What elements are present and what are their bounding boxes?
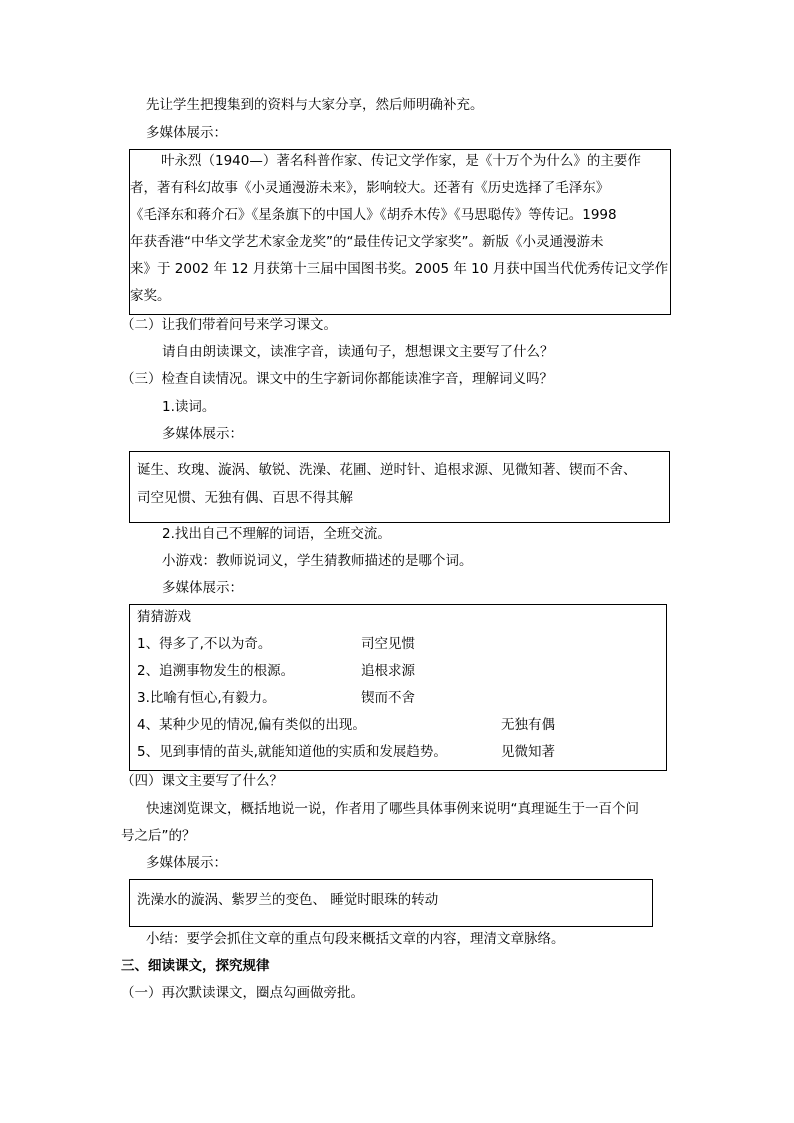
intro-paragraph: 先让学生把搜集到的资料与大家分享，然后师明确补充。 bbox=[146, 97, 484, 113]
part-3-sub-1: （一）再次默读课文，圈点勾画做旁批。 bbox=[121, 985, 364, 1001]
bio-line: 《毛泽东和蒋介石》《星条旗下的中国人》《胡乔木传》《马思聪传》等传记。1998 bbox=[130, 207, 617, 223]
section-4-body: 快速浏览课文，概括地说一说，作者用了哪些具体事例来说明“真理诞生于一百个问 bbox=[146, 801, 639, 817]
discuss-item: 2.找出自己不理解的词语，全班交流。 bbox=[162, 526, 391, 542]
game-answer: 见微知著 bbox=[501, 744, 555, 760]
section-4-body-cont: 号之后”的？ bbox=[121, 828, 196, 844]
section-2-body: 请自由朗读课文，读准字音，读通句子，想想课文主要写了什么？ bbox=[162, 344, 554, 360]
author-bio-box bbox=[129, 149, 671, 315]
guessing-game-box bbox=[129, 604, 667, 771]
section-4-heading: （四）课文主要写了什么？ bbox=[121, 773, 283, 789]
vocabulary-box bbox=[129, 451, 670, 523]
bio-line: 叶永烈（1940—）著名科普作家、传记文学作家，是《十万个为什么》的主要作 bbox=[161, 153, 641, 169]
game-answer: 锲而不舍 bbox=[361, 690, 415, 706]
game-definition: 5、见到事情的苗头,就能知道他的实质和发展趋势。 bbox=[137, 744, 447, 760]
game-answer: 无独有偶 bbox=[501, 717, 555, 733]
summary: 小结：要学会抓住文章的重点句段来概括文章的内容，理清文章脉络。 bbox=[146, 931, 565, 947]
examples-box bbox=[129, 879, 653, 927]
media-label: 多媒体展示： bbox=[146, 125, 227, 141]
game-title: 猜猜游戏 bbox=[137, 609, 191, 625]
read-words-item: 1.读词。 bbox=[162, 399, 216, 415]
game-definition: 4、某种少见的情况,偏有类似的出现。 bbox=[137, 717, 366, 733]
section-3-heading: （三）检查自读情况。课文中的生字新词你都能读准字音，理解词义吗？ bbox=[121, 371, 553, 387]
examples-text: 洗澡水的漩涡、紫罗兰的变色、 睡觉时眼珠的转动 bbox=[137, 892, 439, 908]
bio-line: 来》于 2002 年 12 月获第十三届中国图书奖。2005 年 10 月获中国当代优秀传记文学作 bbox=[130, 261, 669, 277]
game-answer: 司空见惯 bbox=[361, 636, 415, 652]
vocab-line: 司空见惯、无独有偶、百思不得其解 bbox=[137, 490, 353, 506]
section-2-heading: （二）让我们带着问号来学习课文。 bbox=[121, 317, 337, 333]
game-answer: 追根求源 bbox=[361, 663, 415, 679]
bio-line: 者，著有科幻故事《小灵通漫游未来》，影响较大。还著有《历史选择了毛泽东》 bbox=[130, 180, 610, 196]
media-label: 多媒体展示： bbox=[162, 426, 243, 442]
game-definition: 2、追溯事物发生的根源。 bbox=[137, 663, 295, 679]
game-definition: 3.比喻有恒心,有毅力。 bbox=[137, 690, 276, 706]
bio-line: 家奖。 bbox=[130, 288, 171, 304]
vocab-line: 诞生、玫瑰、漩涡、敏锐、洗澡、花圃、逆时针、追根求源、见微知著、锲而不舍、 bbox=[137, 462, 637, 478]
part-3-heading: 三、细读课文，探究规律 bbox=[121, 958, 270, 974]
media-label: 多媒体展示： bbox=[146, 855, 227, 871]
game-intro: 小游戏：教师说词义，学生猜教师描述的是哪个词。 bbox=[162, 553, 473, 569]
media-label: 多媒体展示： bbox=[162, 580, 243, 596]
bio-line: 年获香港“中华文学艺术家金龙奖”的“最佳传记文学家奖”。新版《小灵通漫游未 bbox=[130, 234, 604, 250]
game-definition: 1、得多了,不以为奇。 bbox=[137, 636, 272, 652]
